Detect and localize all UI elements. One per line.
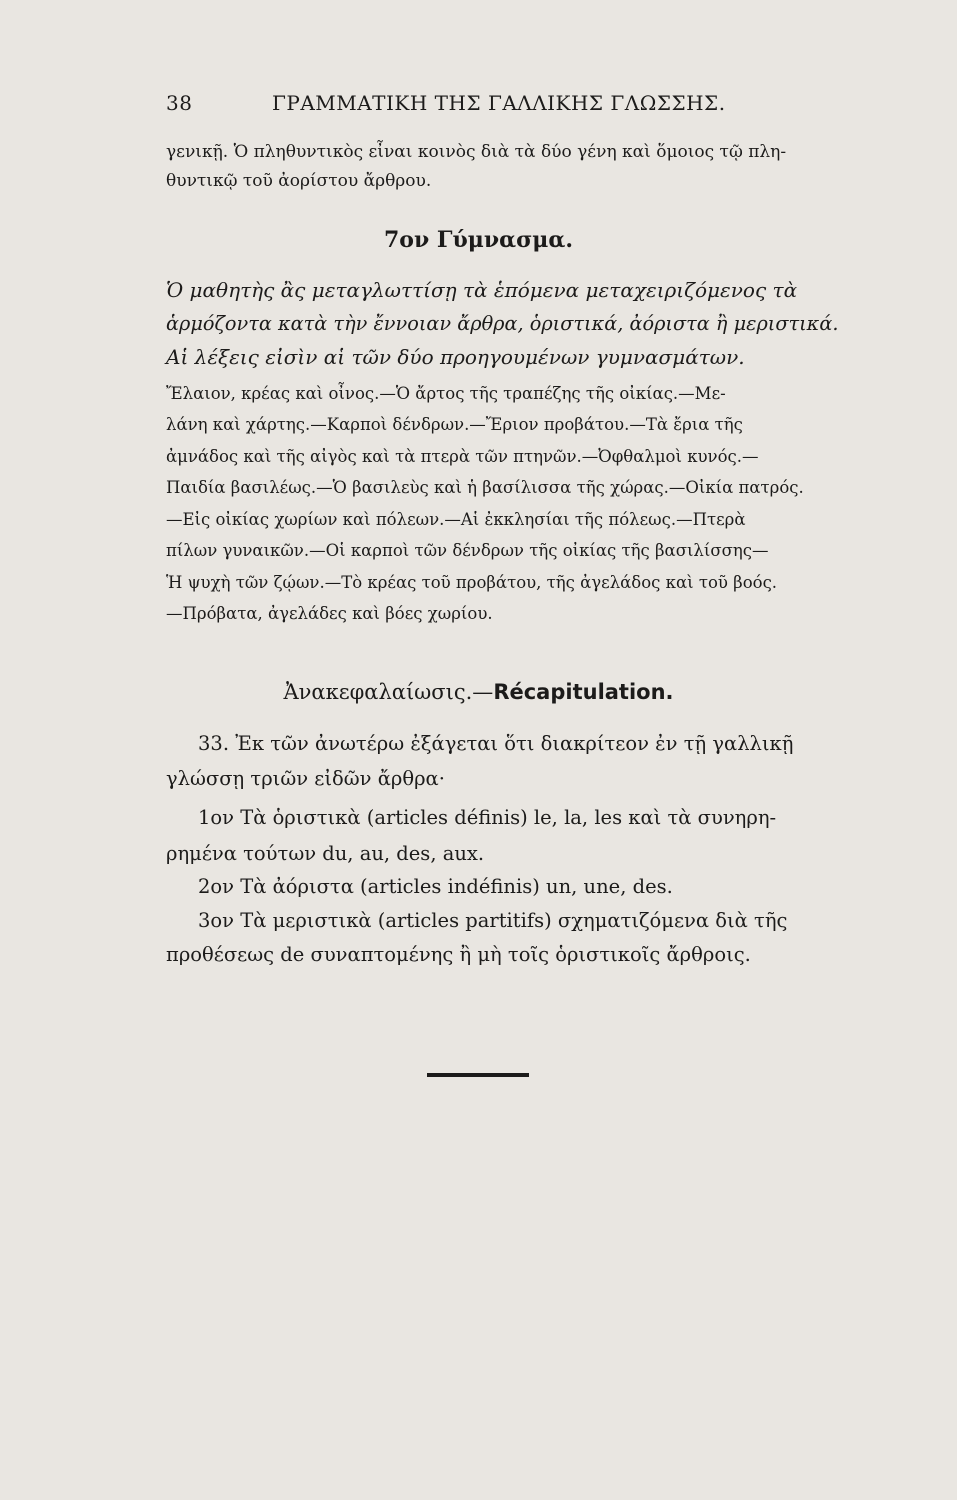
recap-heading (0, 680, 957, 704)
exercise-line: ἀμνάδος καὶ τῆς αἰγὸς καὶ τὰ πτερὰ τῶν πτηνῶν.—Ὀφθαλμοὶ κυνός.— (166, 447, 759, 466)
exercise-line: Παιδία βασιλέως.—Ὁ βασιλεὺς καὶ ἡ βασίλισσα τῆς χώρας.—Οἰκία πατρός. (166, 478, 804, 497)
section-divider (427, 1073, 529, 1077)
exercise-heading: 7ον Γύμνασμα. (384, 227, 573, 253)
instruction-line: Αἱ λέξεις εἰσὶν αἱ τῶν δύο προηγουμένων γυμνασμάτων. (166, 345, 745, 369)
exercise-line: πίλων γυναικῶν.—Οἱ καρποὶ τῶν δένδρων τῆς οἰκίας τῆς βασιλίσσης— (166, 541, 769, 560)
recap-line: 1ον Τὰ ὁριστικὰ (articles définis) le, la, les καὶ τὰ συνηρη- (198, 806, 777, 829)
intro-line: γενικῇ. Ὁ πληθυντικὸς εἶναι κοινὸς διὰ τὰ δύο γένη καὶ ὅμοιος τῷ πλη- (166, 142, 787, 162)
recap-heading-french: Récapitulation. (493, 680, 674, 704)
exercise-line: —Πρόβατα, ἀγελάδες καὶ βόες χωρίου. (166, 604, 493, 623)
instruction-line: ἁρμόζοντα κατὰ τὴν ἔννοιαν ἄρθρα, ὁριστικά, ἀόριστα ἢ μεριστικά. (166, 312, 839, 335)
recap-heading-greek: Ἀνακεφαλαίωσις.— (283, 680, 494, 704)
intro-line: θυντικῷ τοῦ ἀορίστου ἄρθρου. (166, 171, 432, 191)
recap-line: ρημένα τούτων du, au, des, aux. (166, 842, 485, 865)
recap-line: γλώσσῃ τριῶν εἰδῶν ἄρθρα· (166, 767, 445, 790)
exercise-line: —Εἰς οἰκίας χωρίων καὶ πόλεων.—Αἱ ἐκκλησίαι τῆς πόλεως.—Πτερὰ (166, 510, 746, 529)
recap-line: προθέσεως de συναπτομένης ἢ μὴ τοῖς ὁριστικοῖς ἄρθροις. (166, 943, 751, 966)
exercise-line: Ἔλαιον, κρέας καὶ οἶνος.—Ὁ ἄρτος τῆς τραπέζης τῆς οἰκίας.—Με- (166, 384, 726, 403)
exercise-line: λάνη καὶ χάρτης.—Καρποὶ δένδρων.—Ἔριον προβάτου.—Τὰ ἔρια τῆς (166, 415, 743, 434)
recap-line: 33. Ἐκ τῶν ἀνωτέρω ἐξάγεται ὅτι διακρίτεον ἐν τῇ γαλλικῇ (198, 732, 794, 755)
instruction-line: Ὁ μαθητὴς ἂς μεταγλωττίσῃ τὰ ἑπόμενα μεταχειριζόμενος τὰ (166, 278, 798, 302)
page-number: 38 (166, 91, 193, 115)
running-title: ΓΡΑΜΜΑΤΙΚΗ ΤΗΣ ΓΑΛΛΙΚΗΣ ΓΛΩΣΣΗΣ. (272, 91, 726, 115)
recap-line: 3ον Τὰ μεριστικὰ (articles partitifs) σχηματιζόμενα διὰ τῆς (198, 909, 788, 932)
recap-line: 2ον Τὰ ἀόριστα (articles indéfinis) un, une, des. (198, 875, 673, 898)
exercise-line: Ἡ ψυχὴ τῶν ζῴων.—Τὸ κρέας τοῦ προβάτου, τῆς ἀγελάδος καὶ τοῦ βοός. (166, 573, 778, 592)
